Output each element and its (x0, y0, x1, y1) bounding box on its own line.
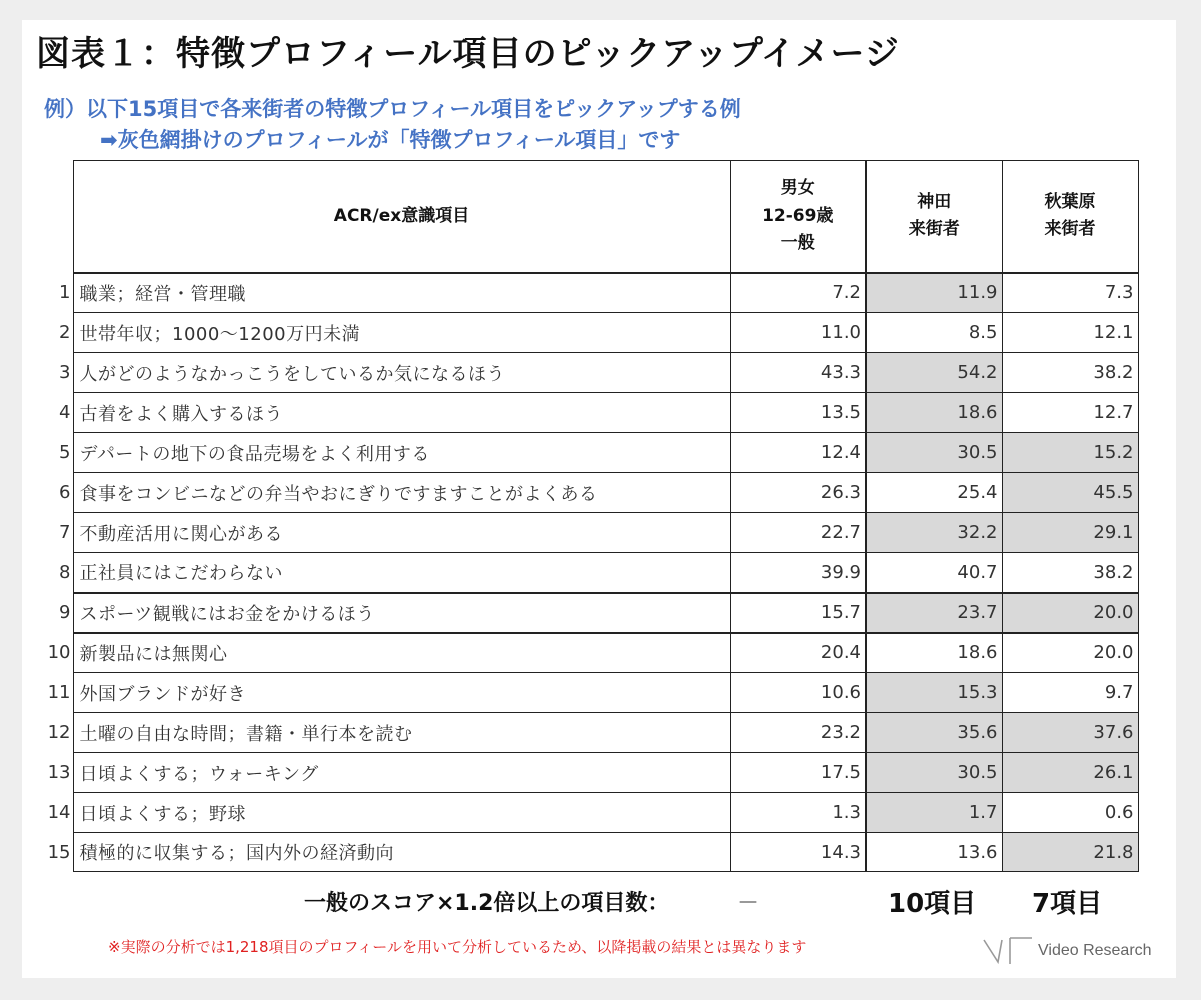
row-kanda-value: 32.2 (866, 513, 1002, 553)
subtitle-line-1: 例）以下15項目で各来街者の特徴プロフィール項目をピックアップする例 (44, 97, 741, 121)
score-general: － (737, 891, 760, 916)
row-number: 5 (59, 442, 71, 463)
subtitle-line-2: ➡灰色網掛けのプロフィールが「特徴プロフィール項目」です (100, 128, 681, 152)
row-akiba-value: 45.5 (1002, 473, 1138, 513)
row-item: 正社員にはこだわらない (73, 553, 730, 593)
page-title: 図表１：特徴プロフィール項目のピックアップイメージ (36, 34, 900, 74)
row-akiba-value: 9.7 (1002, 673, 1138, 713)
row-general-value: 1.3 (730, 793, 866, 833)
row-general-value: 11.0 (730, 313, 866, 353)
header-kanda (866, 161, 1002, 273)
header-kanda-line: 来街者 (908, 219, 960, 240)
table-row (44, 513, 1138, 553)
video-research-logo (980, 934, 1160, 966)
row-kanda-value: 30.5 (866, 753, 1002, 793)
header-item: ACR/ex意識項目 (73, 161, 730, 273)
row-general-value: 23.2 (730, 713, 866, 753)
table-row (44, 633, 1138, 673)
row-kanda-value: 15.3 (866, 673, 1002, 713)
row-item: 職業；経営・管理職 (73, 273, 730, 313)
table-row (44, 353, 1138, 393)
row-number: 6 (59, 482, 71, 503)
row-kanda-value: 18.6 (866, 393, 1002, 433)
score-akiba: 7項目 (1032, 889, 1103, 919)
table-header-row (44, 161, 1138, 273)
row-kanda-value: 11.9 (866, 273, 1002, 313)
video-research-logo-text: Video Research (1038, 942, 1152, 959)
row-kanda-value: 40.7 (866, 553, 1002, 593)
header-akiba (1002, 161, 1138, 273)
table-row (44, 553, 1138, 593)
row-general-value: 20.4 (730, 633, 866, 673)
row-kanda-value: 1.7 (866, 793, 1002, 833)
row-number: 11 (47, 682, 71, 703)
row-item: 古着をよく購入するほう (73, 393, 730, 433)
row-kanda-value: 30.5 (866, 433, 1002, 473)
table-row (44, 673, 1138, 713)
table-row (44, 593, 1138, 633)
header-akiba-line: 秋葉原 (1044, 192, 1096, 213)
header-number-cell (44, 161, 73, 273)
table-row (44, 793, 1138, 833)
table-row (44, 433, 1138, 473)
row-item: 新製品には無関心 (73, 633, 730, 673)
footnote: ※実際の分析では1,218項目のプロフィールを用いて分析しているため、以降掲載の結果とは異なります (108, 938, 807, 956)
row-number: 3 (59, 362, 71, 383)
row-general-value: 12.4 (730, 433, 866, 473)
table-row (44, 753, 1138, 793)
row-akiba-value: 37.6 (1002, 713, 1138, 753)
row-item: 土曜の自由な時間；書籍・単行本を読む (73, 713, 730, 753)
row-general-value: 15.7 (730, 593, 866, 633)
header-general-line: 12-69歳 (762, 205, 834, 226)
row-akiba-value: 29.1 (1002, 513, 1138, 553)
row-number: 9 (59, 602, 71, 623)
row-number: 15 (47, 841, 71, 863)
row-general-value: 43.3 (730, 353, 866, 393)
row-item: 日頃よくする；野球 (73, 793, 730, 833)
row-item: 日頃よくする；ウォーキング (73, 753, 730, 793)
row-kanda-value: 25.4 (866, 473, 1002, 513)
row-akiba-value: 20.0 (1002, 633, 1138, 673)
row-general-value: 7.2 (730, 273, 866, 313)
row-item: 食事をコンビニなどの弁当やおにぎりですますことがよくある (73, 473, 730, 513)
row-kanda-value: 54.2 (866, 353, 1002, 393)
row-general-value: 17.5 (730, 753, 866, 793)
row-akiba-value: 15.2 (1002, 433, 1138, 473)
score-label: 一般のスコア×1.2倍以上の項目数： (304, 891, 670, 916)
row-number: 4 (59, 402, 71, 423)
row-akiba-value: 21.8 (1002, 833, 1138, 872)
table-row (44, 713, 1138, 753)
row-akiba-value: 0.6 (1002, 793, 1138, 833)
row-akiba-value: 38.2 (1002, 553, 1138, 593)
row-general-value: 22.7 (730, 513, 866, 553)
row-item: スポーツ観戦にはお金をかけるほう (73, 593, 730, 633)
row-kanda-value: 18.6 (866, 633, 1002, 673)
header-akiba-line: 来街者 (1044, 219, 1096, 240)
row-general-value: 10.6 (730, 673, 866, 713)
row-general-value: 13.5 (730, 393, 866, 433)
row-akiba-value: 7.3 (1002, 273, 1138, 313)
row-akiba-value: 26.1 (1002, 753, 1138, 793)
row-number: 13 (47, 762, 71, 783)
table-row (44, 273, 1138, 313)
row-general-value: 14.3 (730, 833, 866, 872)
score-kanda: 10項目 (888, 889, 977, 919)
row-kanda-value: 13.6 (866, 833, 1002, 872)
row-number: 1 (59, 282, 71, 303)
header-general (730, 161, 866, 273)
row-akiba-value: 20.0 (1002, 593, 1138, 633)
row-number: 14 (47, 802, 71, 823)
row-kanda-value: 8.5 (866, 313, 1002, 353)
row-akiba-value: 38.2 (1002, 353, 1138, 393)
header-general-line: 一般 (780, 232, 815, 253)
table-row (44, 833, 1138, 872)
header-general-line: 男女 (780, 178, 815, 199)
row-number: 8 (59, 562, 71, 583)
video-research-logo-icon (980, 934, 1036, 966)
row-item: 積極的に収集する；国内外の経済動向 (73, 833, 730, 872)
row-akiba-value: 12.1 (1002, 313, 1138, 353)
row-number: 7 (59, 522, 71, 543)
row-akiba-value: 12.7 (1002, 393, 1138, 433)
table-body (44, 273, 1138, 872)
row-item: 人がどのようなかっこうをしているか気になるほう (73, 353, 730, 393)
row-kanda-value: 35.6 (866, 713, 1002, 753)
row-item: デパートの地下の食品売場をよく利用する (73, 433, 730, 473)
row-item: 世帯年収；1000～1200万円未満 (73, 313, 730, 353)
row-kanda-value: 23.7 (866, 593, 1002, 633)
row-item: 不動産活用に関心がある (73, 513, 730, 553)
row-number: 12 (47, 722, 71, 743)
row-general-value: 26.3 (730, 473, 866, 513)
table-row (44, 393, 1138, 433)
table-row (44, 313, 1138, 353)
row-number: 10 (47, 642, 71, 663)
header-kanda-line: 神田 (917, 192, 952, 213)
row-item: 外国ブランドが好き (73, 673, 730, 713)
row-general-value: 39.9 (730, 553, 866, 593)
table-row (44, 473, 1138, 513)
row-number: 2 (59, 322, 71, 343)
profile-table (44, 160, 1139, 872)
